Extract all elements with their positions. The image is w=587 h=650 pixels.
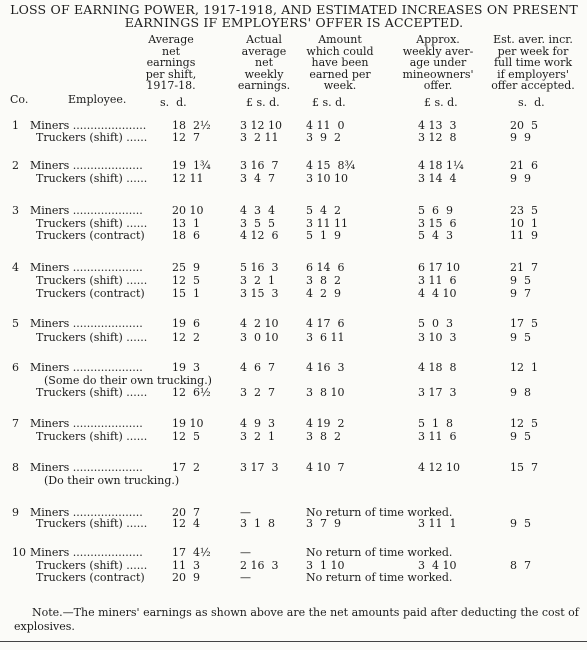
cell-actual-weekly: — (240, 506, 251, 519)
cell-amount-could-earn: 3 7 9 (306, 517, 341, 530)
cell-approx-offer: 5 0 3 (418, 317, 453, 330)
title-line-1: LOSS OF EARNING POWER, 1917-1918, AND ESTIMATED INCREASES ON PRESENT (10, 2, 578, 17)
cell-est-increase: 17 5 (510, 317, 538, 330)
cell-average-net: 18 6 (172, 229, 200, 242)
cell-amount-could-earn: No return of time worked. (306, 571, 453, 584)
cell-approx-offer: 3 10 3 (418, 331, 457, 344)
cell-approx-offer: 3 11 1 (418, 517, 457, 530)
cell-actual-weekly: — (240, 571, 251, 584)
cell-average-net: 12 6½ (172, 386, 211, 399)
cell-average-net: 13 1 (172, 217, 200, 230)
cell-est-increase: 12 5 (510, 417, 538, 430)
cell-co: 10 (12, 546, 26, 559)
cell-employee: Truckers (contract) (36, 571, 145, 584)
cell-employee: Miners .................... (30, 461, 143, 474)
cell-est-increase: 20 5 (510, 119, 538, 132)
cell-average-net: 18 2½ (172, 119, 211, 132)
cell-average-net: 12 5 (172, 430, 200, 443)
unit-actual: £ s. d. (246, 96, 280, 109)
cell-amount-could-earn: 3 9 2 (306, 131, 341, 144)
cell-amount-could-earn: 3 8 10 (306, 386, 345, 399)
header-amount-could-earn: Amount which could have been earned per week. (306, 33, 374, 92)
cell-approx-offer: 3 17 3 (418, 386, 457, 399)
cell-actual-weekly: 3 2 7 (240, 386, 275, 399)
cell-average-net: 19 1¾ (172, 159, 211, 172)
cell-employee: Miners .................... (30, 546, 143, 559)
cell-actual-weekly: 3 12 10 (240, 119, 282, 132)
cell-actual-weekly: 2 16 3 (240, 559, 279, 572)
cell-approx-offer: 5 4 3 (418, 229, 453, 242)
cell-co: 3 (12, 204, 19, 217)
cell-employee: Truckers (shift) ...... (36, 430, 148, 443)
cell-est-increase: 23 5 (510, 204, 538, 217)
cell-average-net: 12 7 (172, 131, 200, 144)
bottom-rule (0, 641, 587, 642)
cell-approx-offer: 5 6 9 (418, 204, 453, 217)
cell-employee: Miners .................... (30, 361, 143, 374)
cell-co: 4 (12, 261, 19, 274)
cell-approx-offer: 4 4 10 (418, 287, 457, 300)
cell-approx-offer: 3 15 6 (418, 217, 457, 230)
cell-average-net: 17 4½ (172, 546, 211, 559)
cell-employee: (Do their own trucking.) (44, 474, 180, 487)
cell-employee: Truckers (shift) ...... (36, 217, 148, 230)
cell-actual-weekly: 3 4 7 (240, 172, 275, 185)
cell-actual-weekly: 4 3 4 (240, 204, 275, 217)
cell-average-net: 25 9 (172, 261, 200, 274)
cell-average-net: 12 2 (172, 331, 200, 344)
cell-employee: Truckers (shift) ...... (36, 559, 148, 572)
cell-actual-weekly: 3 15 3 (240, 287, 279, 300)
cell-employee: Miners .................... (30, 159, 143, 172)
cell-amount-could-earn: 4 16 3 (306, 361, 345, 374)
cell-approx-offer: 5 1 8 (418, 417, 453, 430)
unit-avg: s. d. (160, 96, 187, 109)
cell-amount-could-earn: 5 4 2 (306, 204, 341, 217)
cell-approx-offer: 3 11 6 (418, 274, 457, 287)
cell-average-net: 11 3 (172, 559, 200, 572)
cell-est-increase: 10 1 (510, 217, 538, 230)
cell-average-net: 20 9 (172, 571, 200, 584)
cell-average-net: 20 10 (172, 204, 204, 217)
cell-co: 2 (12, 159, 19, 172)
cell-employee: Truckers (shift) ...... (36, 517, 148, 530)
cell-co: 1 (12, 119, 19, 132)
cell-amount-could-earn: 4 2 9 (306, 287, 341, 300)
cell-amount-could-earn: 3 11 11 (306, 217, 348, 230)
cell-amount-could-earn: 4 17 6 (306, 317, 345, 330)
cell-amount-could-earn: 4 15 8¾ (306, 159, 356, 172)
cell-employee: Miners .................... (30, 317, 143, 330)
cell-amount-could-earn: 4 10 7 (306, 461, 345, 474)
header-est-increase: Est. aver. incr. per week for full time work if employers' offer accepted. (491, 33, 575, 92)
cell-amount-could-earn: No return of time worked. (306, 506, 453, 519)
table-title (4, 3, 584, 29)
cell-est-increase: 8 7 (510, 559, 531, 572)
cell-actual-weekly: 3 17 3 (240, 461, 279, 474)
cell-actual-weekly: 3 5 5 (240, 217, 275, 230)
cell-average-net: 19 10 (172, 417, 204, 430)
cell-average-net: 17 2 (172, 461, 200, 474)
cell-amount-could-earn: 3 8 2 (306, 430, 341, 443)
cell-approx-offer: 3 11 6 (418, 430, 457, 443)
cell-est-increase: 9 5 (510, 274, 531, 287)
cell-amount-could-earn: 3 8 2 (306, 274, 341, 287)
unit-approx: £ s. d. (424, 96, 458, 109)
cell-est-increase: 21 6 (510, 159, 538, 172)
cell-employee: Miners .................... (30, 417, 143, 430)
cell-est-increase: 9 9 (510, 131, 531, 144)
cell-actual-weekly: — (240, 546, 251, 559)
cell-approx-offer: 4 18 1¼ (418, 159, 464, 172)
cell-employee: Miners .................... (30, 261, 143, 274)
cell-co: 8 (12, 461, 19, 474)
cell-average-net: 15 1 (172, 287, 200, 300)
title-line-2: EARNINGS IF EMPLOYERS' OFFER IS ACCEPTED. (124, 15, 464, 30)
cell-actual-weekly: 3 2 11 (240, 131, 279, 144)
footnote: Note.—The miners' earnings as shown above are the net amounts paid after deducting the cost of explosives. (14, 606, 579, 633)
cell-actual-weekly: 3 16 7 (240, 159, 279, 172)
cell-est-increase: 9 8 (510, 386, 531, 399)
cell-approx-offer: 4 12 10 (418, 461, 460, 474)
cell-amount-could-earn: 3 10 10 (306, 172, 348, 185)
cell-est-increase: 12 1 (510, 361, 538, 374)
cell-average-net: 12 4 (172, 517, 200, 530)
unit-est: s. d. (518, 96, 545, 109)
cell-approx-offer: 6 17 10 (418, 261, 460, 274)
cell-amount-could-earn: 3 6 11 (306, 331, 345, 344)
unit-amount: £ s. d. (312, 96, 346, 109)
cell-employee: Truckers (shift) ...... (36, 386, 148, 399)
cell-approx-offer: 3 12 8 (418, 131, 457, 144)
cell-actual-weekly: 3 0 10 (240, 331, 279, 344)
cell-actual-weekly: 4 2 10 (240, 317, 279, 330)
cell-est-increase: 15 7 (510, 461, 538, 474)
cell-actual-weekly: 3 2 1 (240, 430, 275, 443)
cell-approx-offer: 3 14 4 (418, 172, 457, 185)
cell-amount-could-earn: 5 1 9 (306, 229, 341, 242)
header-approx-offer: Approx. weekly aver- age under mineowners' offer. (402, 33, 474, 92)
cell-actual-weekly: 4 6 7 (240, 361, 275, 374)
cell-est-increase: 9 5 (510, 331, 531, 344)
cell-actual-weekly: 3 1 8 (240, 517, 275, 530)
cell-est-increase: 9 5 (510, 430, 531, 443)
cell-amount-could-earn: 4 19 2 (306, 417, 345, 430)
cell-approx-offer: 4 18 8 (418, 361, 457, 374)
cell-amount-could-earn: 6 14 6 (306, 261, 345, 274)
cell-est-increase: 21 7 (510, 261, 538, 274)
cell-average-net: 12 5 (172, 274, 200, 287)
cell-employee: (Some do their own trucking.) (44, 374, 212, 387)
cell-actual-weekly: 4 12 6 (240, 229, 279, 242)
cell-actual-weekly: 3 2 1 (240, 274, 275, 287)
cell-average-net: 20 7 (172, 506, 200, 519)
cell-employee: Truckers (shift) ...... (36, 172, 148, 185)
cell-est-increase: 9 7 (510, 287, 531, 300)
cell-co: 5 (12, 317, 19, 330)
cell-actual-weekly: 5 16 3 (240, 261, 279, 274)
cell-est-increase: 11 9 (510, 229, 538, 242)
cell-employee: Truckers (shift) ...... (36, 274, 148, 287)
cell-amount-could-earn: 3 1 10 (306, 559, 345, 572)
cell-co: 9 (12, 506, 19, 519)
cell-est-increase: 9 5 (510, 517, 531, 530)
header-employee: Employee. (68, 93, 127, 106)
cell-approx-offer: 4 13 3 (418, 119, 457, 132)
cell-employee: Truckers (contract) (36, 287, 145, 300)
cell-employee: Miners .................... (30, 204, 143, 217)
cell-co: 6 (12, 361, 19, 374)
header-average-net: Average net earnings per shift, 1917-18. (145, 33, 197, 92)
cell-employee: Miners .................... (30, 506, 143, 519)
cell-amount-could-earn: 4 11 0 (306, 119, 345, 132)
cell-average-net: 19 3 (172, 361, 200, 374)
cell-employee: Truckers (contract) (36, 229, 145, 242)
header-actual-weekly: Actual average net weekly earnings. (237, 33, 291, 92)
cell-average-net: 12 11 (172, 172, 204, 185)
cell-employee: Truckers (shift) ...... (36, 331, 148, 344)
header-co: Co. (10, 93, 29, 106)
cell-approx-offer: 3 4 10 (418, 559, 457, 572)
cell-actual-weekly: 4 9 3 (240, 417, 275, 430)
cell-employee: Miners ..................... (30, 119, 147, 132)
cell-amount-could-earn: No return of time worked. (306, 546, 453, 559)
cell-est-increase: 9 9 (510, 172, 531, 185)
cell-co: 7 (12, 417, 19, 430)
cell-average-net: 19 6 (172, 317, 200, 330)
cell-employee: Truckers (shift) ...... (36, 131, 148, 144)
